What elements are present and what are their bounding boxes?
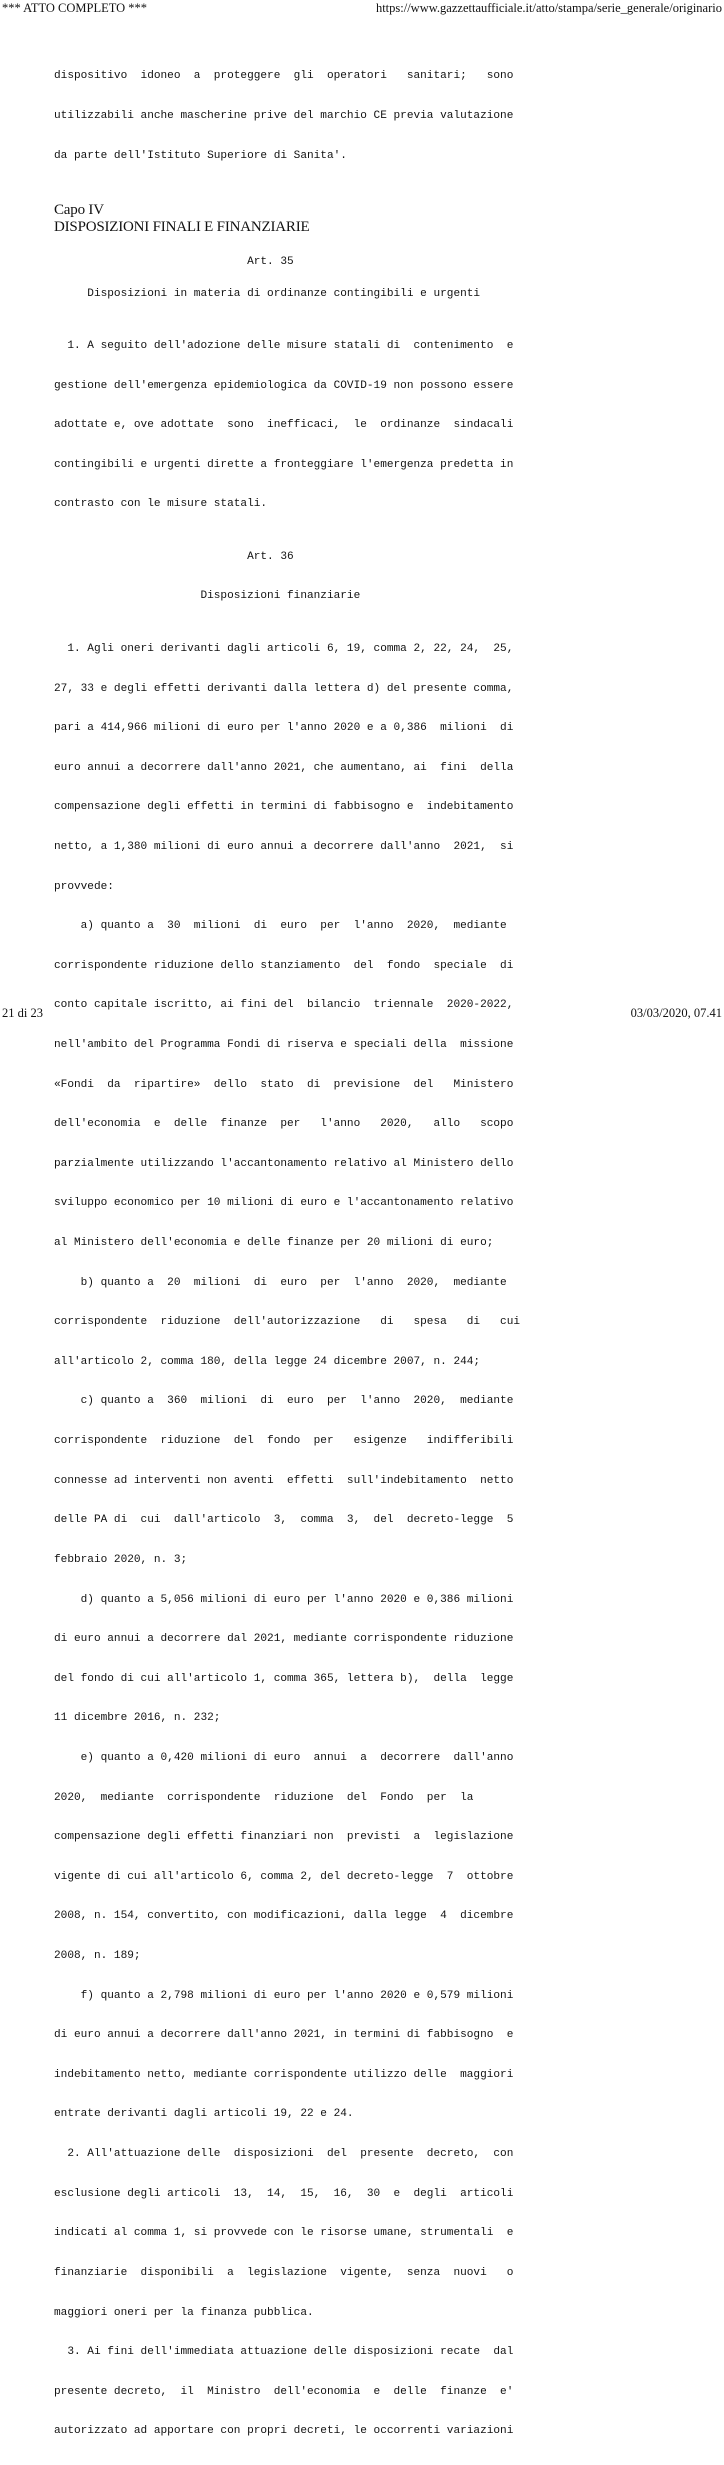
text-line: compensazione degli effetti finanziari non previsti a legislazione — [54, 1831, 514, 1844]
text-line: dell'economia e delle finanze per l'anno 2020, allo scopo — [54, 1118, 514, 1131]
text-line: netto, a 1,380 milioni di euro annui a decorrere dall'anno 2021, si — [54, 840, 514, 853]
text-line: 3. Ai fini dell'immediata attuazione delle disposizioni recate dal — [54, 2346, 514, 2359]
text-line: gestione dell'emergenza epidemiologica da COVID-19 non possono essere — [54, 379, 514, 392]
text-line: b) quanto a 20 milioni di euro per l'anno 2020, mediante — [54, 1276, 507, 1289]
text-line: adottate e, ove adottate sono inefficaci, le ordinanze sindacali — [54, 419, 514, 432]
article-36-body — [54, 617, 544, 2465]
text-line: da parte dell'Istituto Superiore di Sanita'. — [54, 149, 347, 162]
text-line: 2008, n. 189; — [54, 1950, 141, 1963]
text-line: 11 dicembre 2016, n. 232; — [54, 1712, 221, 1725]
text-line: a) quanto a 30 milioni di euro per l'anno 2020, mediante — [54, 920, 507, 933]
text-line: delle PA di cui dall'articolo 3, comma 3, del decreto-legge 5 — [54, 1514, 514, 1527]
page-counter: 21 di 23 — [2, 1006, 43, 1020]
article-35-title: Disposizioni in materia di ordinanze contingibili e urgenti — [54, 288, 481, 301]
text-line: 1. Agli oneri derivanti dagli articoli 6, 19, comma 2, 22, 24, 25, — [54, 642, 514, 655]
text-line: del fondo di cui all'articolo 1, comma 365, lettera b), della legge — [54, 1672, 514, 1685]
text-line: «Fondi da ripartire» dello stato di previsione del Ministero — [54, 1078, 514, 1091]
chapter-heading — [54, 202, 544, 236]
text-line: al Ministero dell'economia e delle finanze per 20 milioni di euro; — [54, 1237, 494, 1250]
text-line: nell'ambito del Programma Fondi di riserva e speciali della missione — [54, 1039, 514, 1051]
print-header-url[interactable]: https://www.gazzettaufficiale.it/atto/stampa/serie_generale/originario — [375, 1, 722, 15]
text-line: vigente di cui all'articolo 6, comma 2, del decreto-legge 7 ottobre — [54, 1870, 514, 1883]
text-line: 2. All'attuazione delle disposizioni del presente decreto, con — [54, 2148, 514, 2161]
text-line: e) quanto a 0,420 milioni di euro annui a decorrere dall'anno — [54, 1751, 514, 1764]
text-line: 2008, n. 154, convertito, con modificazioni, dalla legge 4 dicembre — [54, 1910, 514, 1923]
text-line: febbraio 2020, n. 3; — [54, 1553, 188, 1566]
text-line: all'articolo 2, comma 180, della legge 24 dicembre 2007, n. 244; — [54, 1355, 481, 1368]
text-line: conto capitale iscritto, ai fini del bilancio triennale 2020-2022, — [54, 999, 514, 1012]
article-36-title: Disposizioni finanziarie — [54, 590, 361, 603]
text-line: contrasto con le misure statali. — [54, 498, 268, 511]
text-line: finanziarie disponibili a legislazione vigente, senza nuovi o — [54, 2266, 514, 2279]
print-timestamp: 03/03/2020, 07.41 — [630, 1006, 722, 1020]
text-line: utilizzabili anche mascherine prive del marchio CE previa valutazione — [54, 110, 514, 123]
article-35-body — [54, 314, 544, 538]
text-line: indebitamento netto, mediante corrispondente utilizzo delle maggiori — [54, 2068, 514, 2081]
chapter-title: DISPOSIZIONI FINALI E FINANZIARIE — [54, 219, 310, 236]
print-header-title: *** ATTO COMPLETO *** — [2, 1, 148, 15]
text-line: connesse ad interventi non aventi effetti sull'indebitamento netto — [54, 1474, 514, 1487]
text-line: maggiori oneri per la finanza pubblica. — [54, 2306, 314, 2319]
text-line: parzialmente utilizzando l'accantonamento relativo al Ministero dello — [54, 1157, 514, 1170]
text-line: entrate derivanti dagli articoli 19, 22 e 24. — [54, 2108, 354, 2121]
document-body — [54, 44, 544, 2465]
text-line: f) quanto a 2,798 milioni di euro per l'anno 2020 e 0,579 milioni — [54, 1989, 514, 2002]
text-line: autorizzato ad apportare con propri decreti, le occorrenti variazioni — [54, 2425, 514, 2438]
text-line: 2020, mediante corrispondente riduzione del Fondo per la — [54, 1791, 474, 1804]
text-line: sviluppo economico per 10 milioni di euro e l'accantonamento relativo — [54, 1197, 514, 1210]
text-line: 1. A seguito dell'adozione delle misure statali di contenimento e — [54, 340, 514, 353]
text-line: corrispondente riduzione del fondo per esigenze indifferibili — [54, 1435, 514, 1448]
text-line: d) quanto a 5,056 milioni di euro per l'anno 2020 e 0,386 milioni — [54, 1593, 514, 1606]
text-line: corrispondente riduzione dell'autorizzazione di spesa di cui — [54, 1316, 521, 1329]
text-line: di euro annui a decorrere dal 2021, mediante corrispondente riduzione — [54, 1633, 514, 1646]
text-line: pari a 414,966 milioni di euro per l'anno 2020 e a 0,386 milioni di — [54, 722, 514, 735]
text-line: 27, 33 e degli effetti derivanti dalla lettera d) del presente comma, — [54, 682, 514, 695]
text-line: compensazione degli effetti in termini di fabbisogno e indebitamento — [54, 801, 514, 814]
text-line: indicati al comma 1, si provvede con le risorse umane, strumentali e — [54, 2227, 514, 2240]
text-line: di euro annui a decorrere dall'anno 2021, in termini di fabbisogno e — [54, 2029, 514, 2042]
text-line: c) quanto a 360 milioni di euro per l'anno 2020, mediante — [54, 1395, 514, 1408]
article-35-label: Art. 35 — [54, 256, 294, 269]
text-line: presente decreto, il Ministro dell'economia e delle finanze e' — [54, 2385, 514, 2398]
intro-paragraph — [54, 44, 544, 189]
text-line: euro annui a decorrere dall'anno 2021, che aumentano, ai fini della — [54, 761, 514, 774]
text-line: provvede: — [54, 880, 114, 893]
text-line: dispositivo idoneo a proteggere gli operatori sanitari; sono — [54, 70, 514, 83]
article-36-label: Art. 36 — [54, 551, 294, 564]
chapter-number: Capo IV — [54, 202, 104, 219]
text-line: esclusione degli articoli 13, 14, 15, 16, 30 e degli articoli — [54, 2187, 514, 2200]
text-line: corrispondente riduzione dello stanziamento del fondo speciale di — [54, 959, 514, 972]
text-line: contingibili e urgenti dirette a fronteggiare l'emergenza predetta in — [54, 458, 514, 471]
